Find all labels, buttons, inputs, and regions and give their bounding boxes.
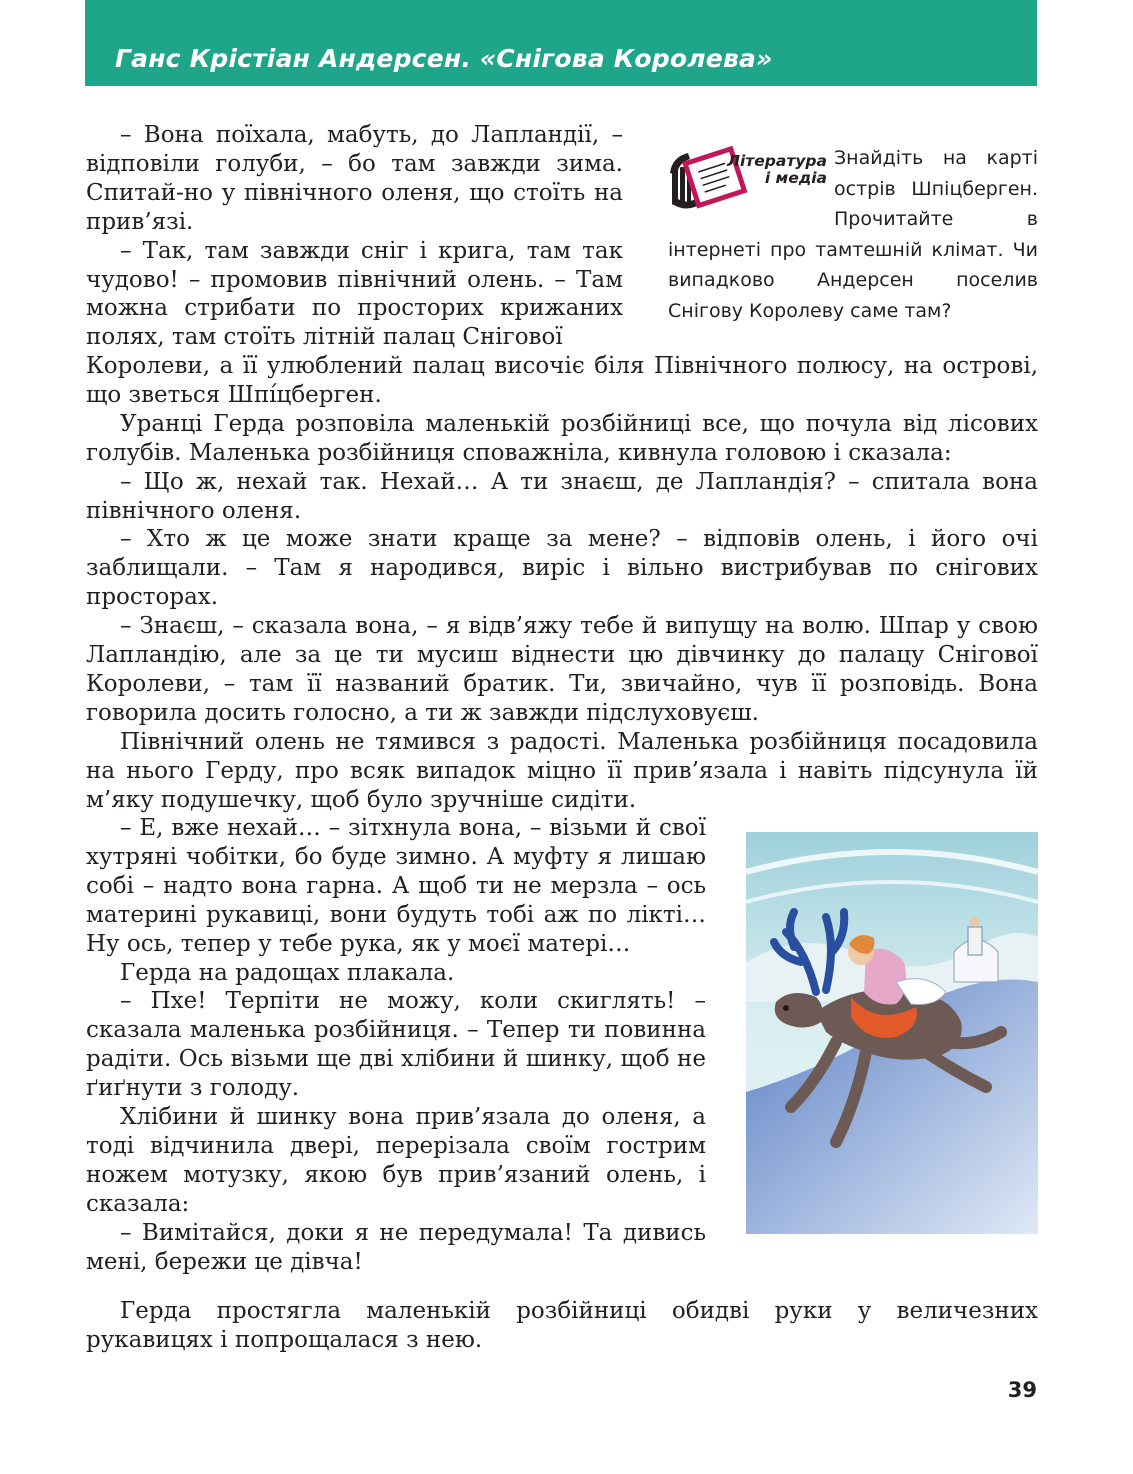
text-column-narrow	[86, 814, 706, 1277]
paragraph: Хлібини й шинку вона прив’язала до оленя, а тоді відчинила двері, перерізала своїм гострим ножем мотузку, якою був прив’язаний олень, і сказала:	[86, 1104, 706, 1217]
page-number: 39	[1007, 1378, 1037, 1402]
paragraph: Герда на радощах плакала.	[120, 959, 455, 986]
media-label-line2: і медіа	[764, 169, 827, 187]
paragraph: Північний олень не тямився з радості. Маленька розбійниця посадовила на нього Герду, про всяк випадок міцно її прив’язала і навіть підсунула їй м’яку подушечку, щоб було зручніше сидіти.	[86, 728, 1038, 813]
literature-media-icon	[668, 143, 828, 213]
paragraph: – Пхе! Терпіти не можу, коли скиглять! – сказала маленька розбійниця. – Тепер ти повинна радіти. Ось візьми ще дві хлібини й шинку, щоб не ґиґнути з голоду.	[86, 988, 706, 1102]
paragraph: – Вимітайся, доки я не передумала! Та дивись мені, бережи це дівча!	[86, 1219, 706, 1275]
media-task-text: Знайдіть на карті острів Шпіцберген. Прочитайте в інтернеті про тамтешній клімат. Чи випадково Андерсен поселив Снігову Королеву саме там?	[668, 147, 1038, 322]
chapter-header	[85, 0, 1037, 86]
text-column-bottom	[86, 1297, 1038, 1355]
paragraph: – Знаєш, – сказала вона, – я відв’яжу тебе й випущу на волю. Шпар у свою Лапландію, але за це ти мусиш віднести цю дівчинку до палацу Снігової Королеви, – там її названий братик. Ти, звичайно, чув її розповідь. Вона говорила досить голосно, а ти ж завжди підслуховуєш.	[86, 613, 1038, 726]
paragraph: – Так, там завжди сніг і крига, там так чудово! – промовив північний олень. – Там можна стрибати по просторих крижаних полях, там стоїть літній палац Снігової	[86, 237, 623, 351]
reindeer-illustration	[746, 832, 1038, 1234]
text-column-top	[86, 121, 623, 352]
paragraph: Королеви, а її улюблений палац височіє біля Північного полюсу, на острові, що зветься Шпі́цберген.	[86, 353, 1038, 408]
text-column-full	[86, 352, 1038, 815]
media-sidebar	[668, 143, 1038, 326]
paragraph: Герда простягла маленькій розбійниці обидві руки у величезних рукавицях і попрощалася з нею.	[86, 1298, 1038, 1353]
paragraph: – Вона поїхала, мабуть, до Лапландії, – відповіли голуби, – бо там завжди зима. Спитай-но у північного оленя, що стоїть на прив’язі.	[86, 122, 623, 235]
chapter-title: Ганс Крістіан Андерсен. «Снігова Королева»	[115, 44, 773, 73]
paragraph: – Е, вже нехай… – зітхнула вона, – візьми й свої хутряні чобітки, бо буде зимно. А муфту я лишаю собі – надто вона гарна. А щоб ти не мерзла – ось материні рукавиці, вони будуть тобі аж по лікті… Ну ось, тепер у тебе рука, як у моєї матері…	[86, 815, 706, 957]
paragraph: Уранці Герда розповіла маленькій розбійниці все, що почула від лісових голубів. Маленька розбійниця споважніла, кивнула головою і сказала:	[86, 410, 1038, 466]
paragraph: – Що ж, нехай так. Нехай… А ти знаєш, де Лапландія? – спитала вона північного оленя.	[86, 468, 1038, 524]
media-label-line1: Література	[727, 152, 827, 170]
paragraph: – Хто ж це може знати краще за мене? – відповів олень, і його очі заблищали. – Там я народився, виріс і вільно вистрибував по снігових просторах.	[86, 526, 1038, 611]
media-icon-label	[727, 153, 827, 187]
